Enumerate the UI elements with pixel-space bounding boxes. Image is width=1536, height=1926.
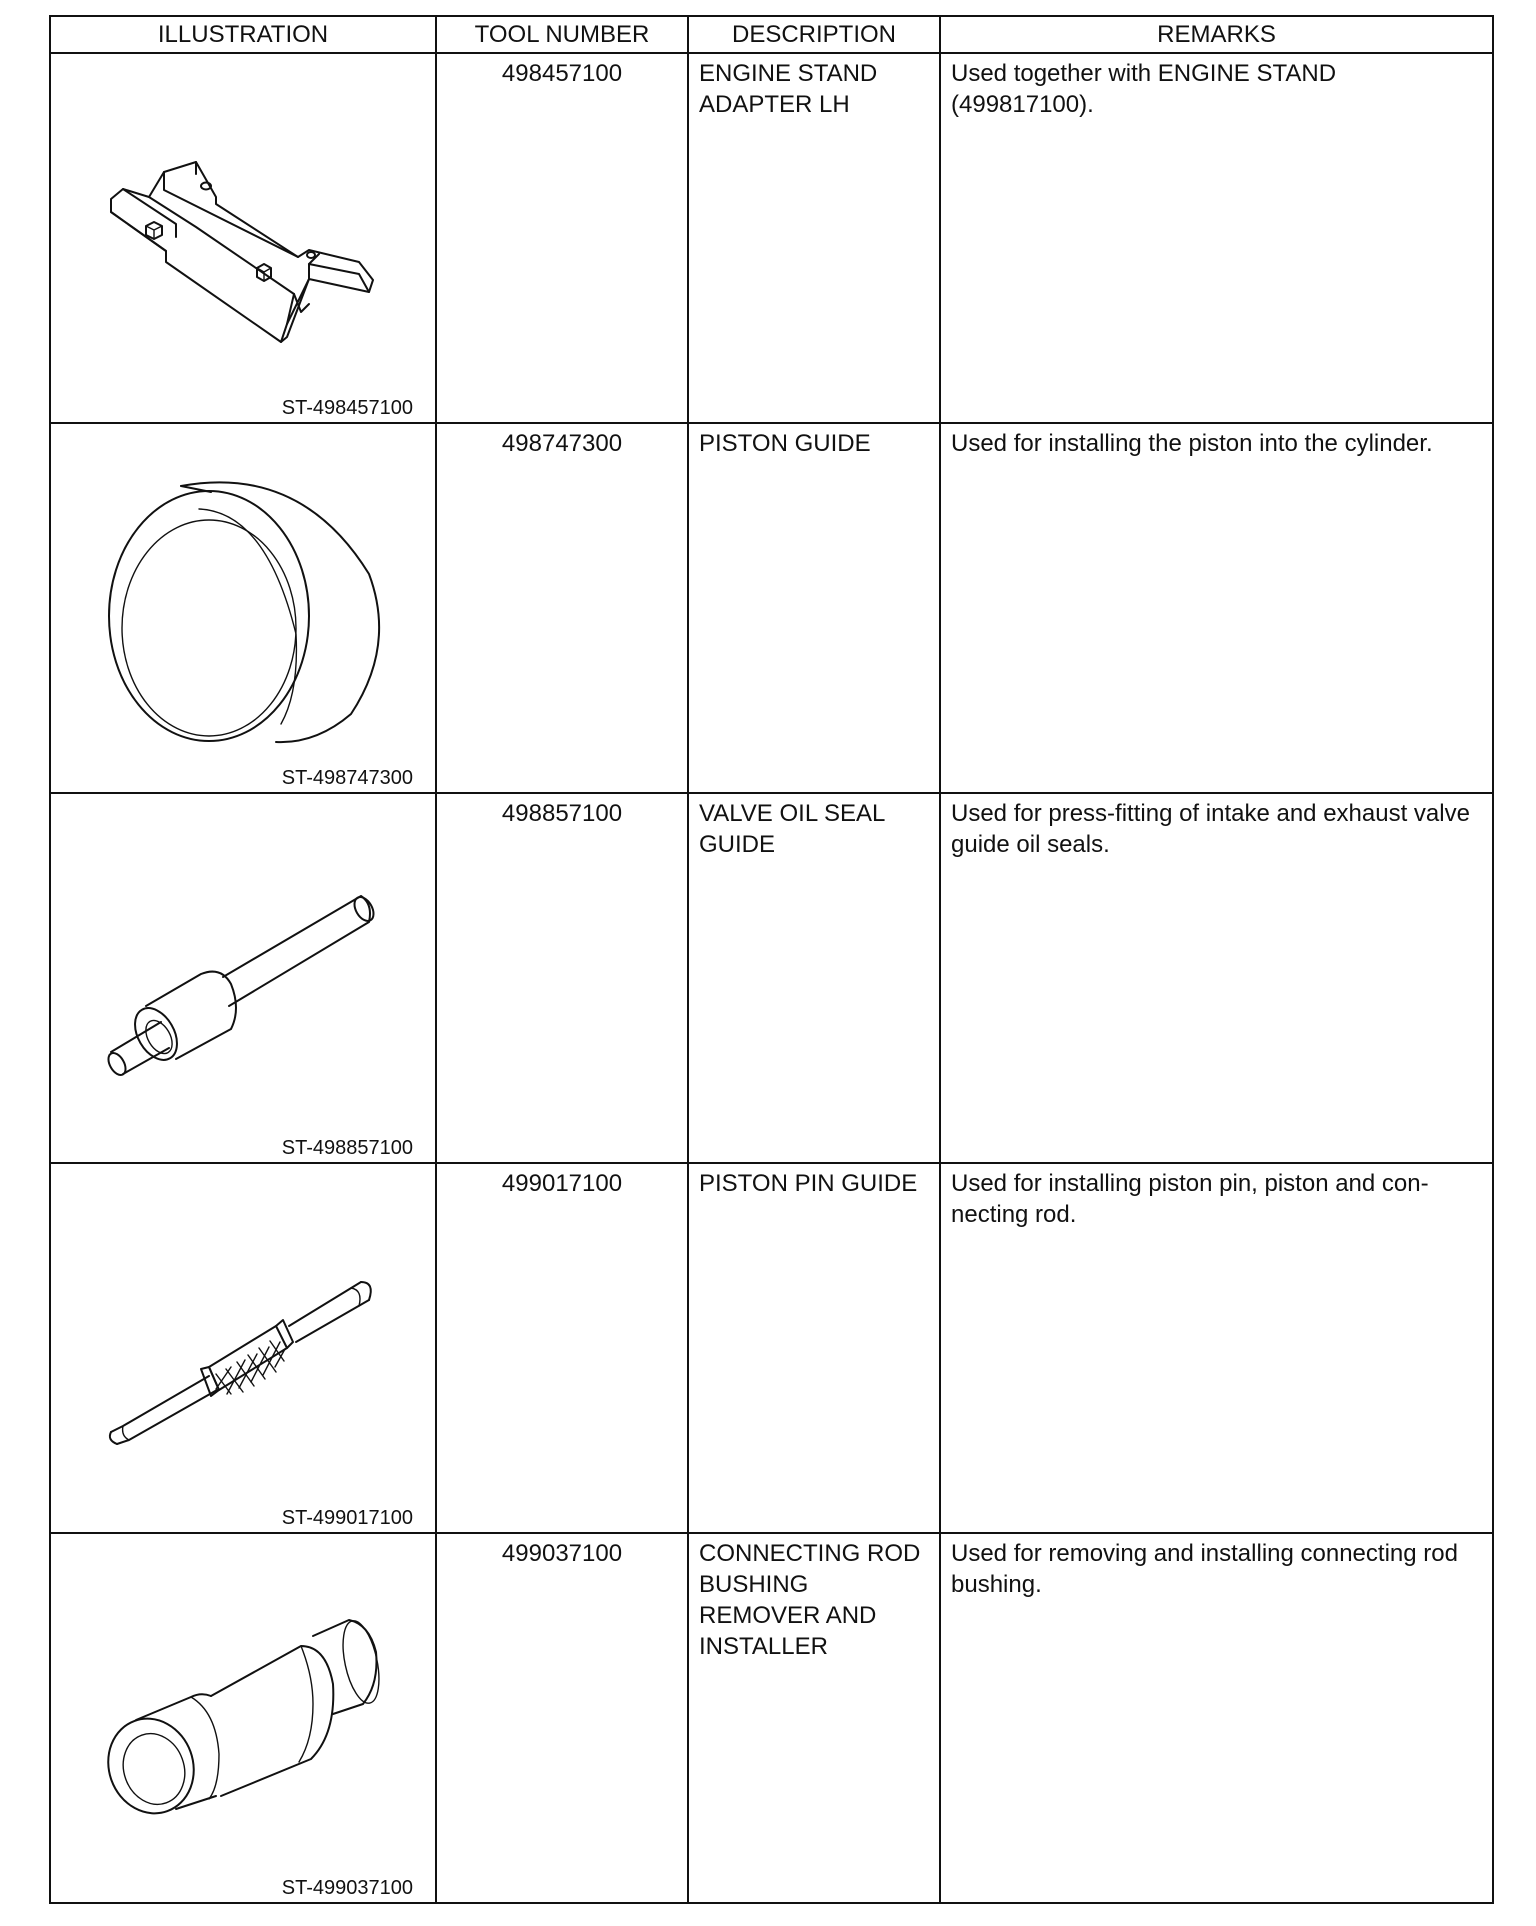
illustration-code: ST-499017100 <box>281 1507 413 1529</box>
tool-number: 498457100 <box>436 53 688 423</box>
illustration-cell <box>50 793 436 1163</box>
illustration-cell <box>50 1533 436 1903</box>
tool-description: PISTON GUIDE <box>688 423 940 793</box>
bushing-remover-installer-icon <box>51 1534 437 1904</box>
illustration-code: ST-498747300 <box>281 767 413 789</box>
table-row <box>50 1163 1493 1533</box>
table-row <box>50 53 1493 423</box>
piston-pin-guide-icon <box>51 1164 437 1534</box>
tool-remarks: Used for press-fitting of intake and exhaust valve guide oil seals. <box>940 793 1493 1163</box>
table-row <box>50 1533 1493 1903</box>
tool-remarks: Used for installing piston pin, piston and con-necting rod. <box>940 1163 1493 1533</box>
tool-number: 499037100 <box>436 1533 688 1903</box>
illustration-cell <box>50 423 436 793</box>
tool-remarks: Used for installing the piston into the cylinder. <box>940 423 1493 793</box>
illustration-cell <box>50 1163 436 1533</box>
tool-description: VALVE OIL SEAL GUIDE <box>688 793 940 1163</box>
header-illustration: ILLUSTRATION <box>50 16 436 53</box>
table-row <box>50 793 1493 1163</box>
header-tool-number: TOOL NUMBER <box>436 16 688 53</box>
tool-description: PISTON PIN GUIDE <box>688 1163 940 1533</box>
illustration-code: ST-498457100 <box>281 397 413 419</box>
tool-description: CONNECTING ROD BUSHING REMOVER AND INSTALLER <box>688 1533 940 1903</box>
table-header-row <box>50 16 1493 53</box>
tool-number: 498857100 <box>436 793 688 1163</box>
tool-remarks: Used for removing and installing connecting rod bushing. <box>940 1533 1493 1903</box>
piston-guide-ring-icon <box>51 424 437 794</box>
illustration-cell <box>50 53 436 423</box>
tool-number: 499017100 <box>436 1163 688 1533</box>
tool-remarks: Used together with ENGINE STAND (499817100). <box>940 53 1493 423</box>
table-row <box>50 423 1493 793</box>
header-remarks: REMARKS <box>940 16 1493 53</box>
special-tools-table <box>49 15 1494 1904</box>
engine-stand-adapter-icon <box>51 54 437 424</box>
illustration-code: ST-498857100 <box>281 1137 413 1159</box>
tool-number: 498747300 <box>436 423 688 793</box>
illustration-code: ST-499037100 <box>281 1877 413 1899</box>
valve-oil-seal-guide-icon <box>51 794 437 1164</box>
header-description: DESCRIPTION <box>688 16 940 53</box>
tool-description: ENGINE STAND ADAPTER LH <box>688 53 940 423</box>
